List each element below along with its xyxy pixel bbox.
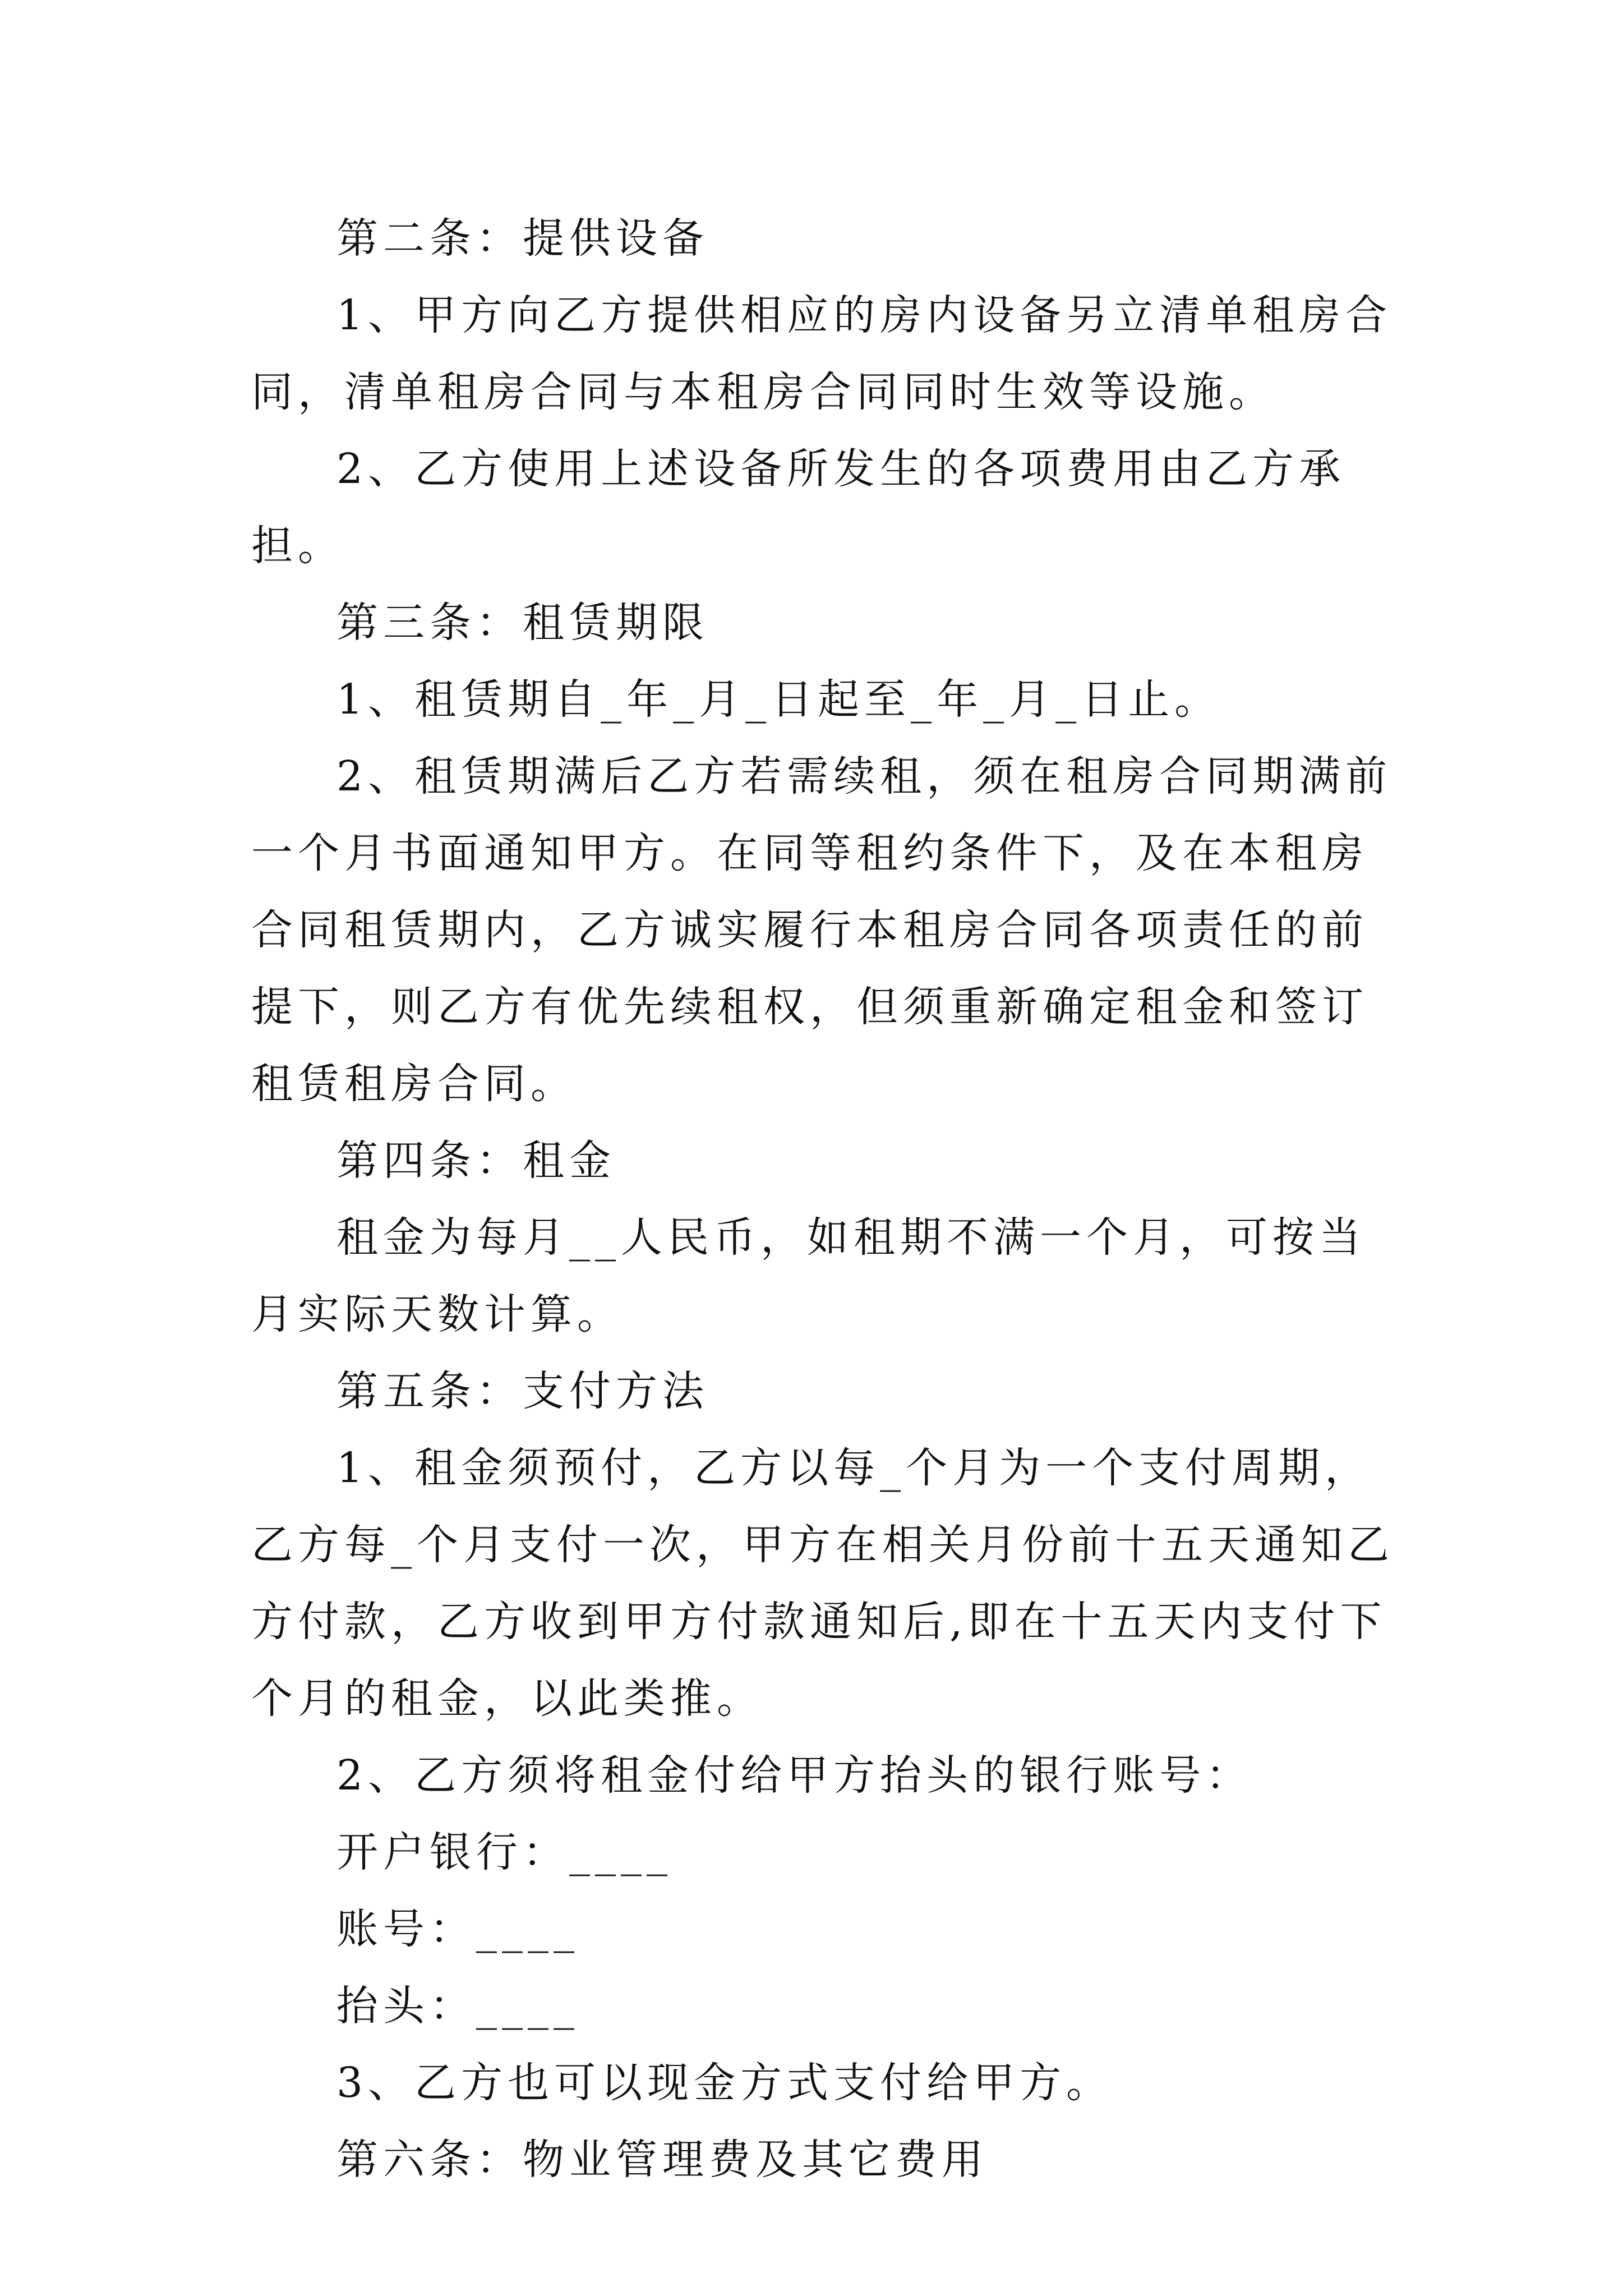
- article-4-heading: 第四条：租金: [336, 1137, 616, 1185]
- article-5-heading: 第五条：支付方法: [336, 1367, 709, 1415]
- article-5-clause-2: 2、乙方须将租金付给甲方抬头的银行账号：: [336, 1751, 1253, 1800]
- article-5-clause-1: 1、租金须预付，乙方以每_个月为一个支付周期，乙方每_个月支付一次，甲方在相关月份前十五天通知乙方付款，乙方收到甲方付款通知后,即在十五天内支付下个月的租金，以此类推。: [251, 1444, 1394, 1723]
- article-2-clause-1: 1、甲方向乙方提供相应的房内设备另立清单租房合同，清单租房合同与本租房合同同时生效等设施。: [251, 291, 1393, 416]
- article-2-heading: 第二条：提供设备: [336, 214, 709, 263]
- article-4-rent-text: 租金为每月__人民币，如租期不满一个月，可按当月实际天数计算。: [251, 1213, 1366, 1338]
- article-6-heading: 第六条：物业管理费及其它费用: [336, 2136, 988, 2184]
- article-3-clause-2: 2、租赁期满后乙方若需续租，须在租房合同期满前一个月书面通知甲方。在同等租约条件下，及在本租房合同租赁期内，乙方诚实履行本租房合同各项责任的前提下，则乙方有优先续租权，但须重新确定租金和签订租赁租房合同。: [251, 752, 1393, 1108]
- article-2-clause-2: 2、乙方使用上述设备所发生的各项费用由乙方承担。: [251, 445, 1346, 570]
- account-holder-field: 抬头：____: [336, 1982, 579, 2030]
- bank-name-field: 开户银行：____: [336, 1828, 672, 1876]
- article-3-clause-1: 1、租赁期自_年_月_日起至_年_月_日止。: [336, 675, 1221, 724]
- document-body: [251, 200, 1407, 2198]
- account-number-field: 账号：____: [336, 1905, 579, 1953]
- article-3-heading: 第三条：租赁期限: [336, 599, 709, 647]
- article-5-clause-3: 3、乙方也可以现金方式支付给甲方。: [336, 2059, 1113, 2107]
